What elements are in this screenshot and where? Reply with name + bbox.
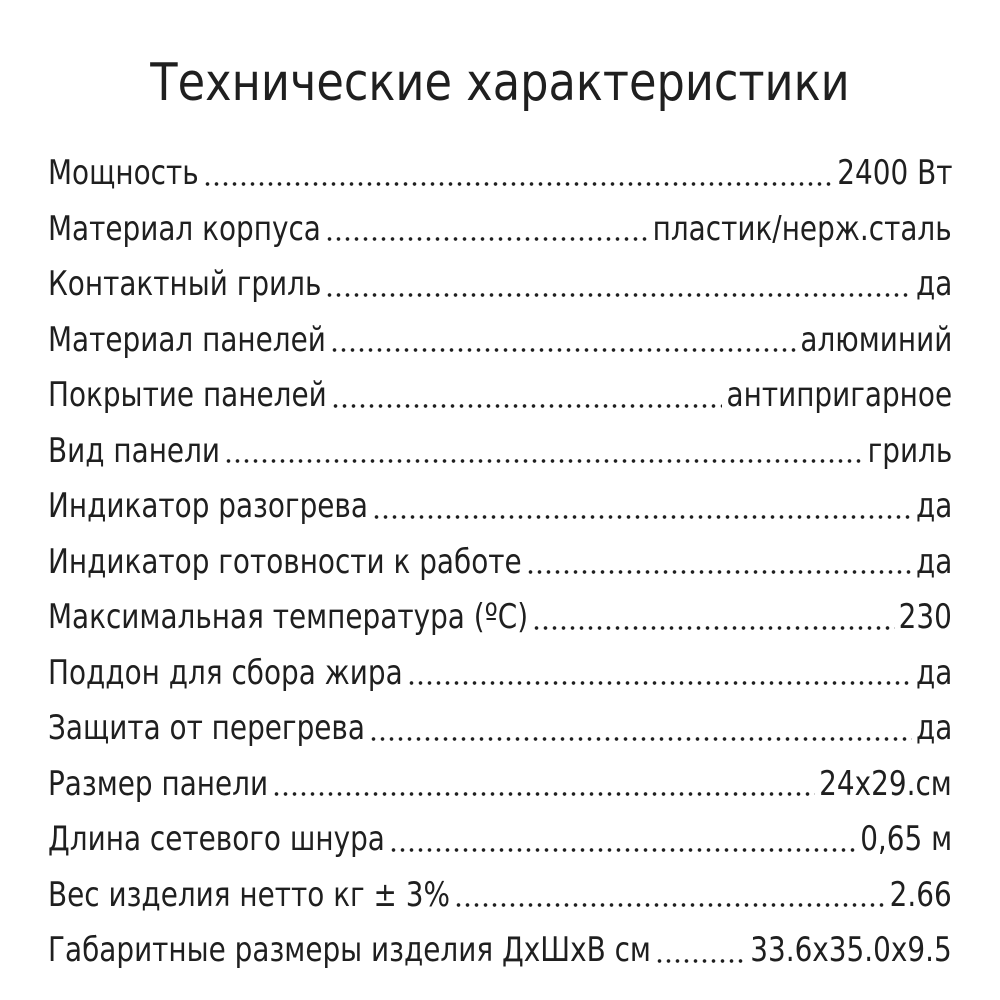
- spec-row: [48, 812, 952, 868]
- spec-label: Материал панелей: [48, 319, 326, 360]
- dot-leader: [655, 959, 747, 963]
- dot-leader: [454, 903, 886, 907]
- dot-leader: [224, 459, 863, 463]
- dot-leader: [325, 293, 911, 297]
- spec-value: пластик/нерж.сталь: [652, 208, 952, 249]
- spec-label: Индикатор готовности к работе: [48, 541, 522, 582]
- spec-label: Индикатор разогрева: [48, 486, 368, 526]
- spec-value: антипригарное: [726, 375, 952, 415]
- spec-label: Контактный гриль: [48, 264, 322, 304]
- spec-label: Материал корпуса: [48, 208, 321, 249]
- spec-value: да: [915, 264, 952, 304]
- spec-label: Габаритные размеры изделия ДхШхВ см: [48, 930, 651, 970]
- dot-leader: [325, 237, 649, 241]
- page-title: Технические характеристики: [150, 53, 850, 113]
- dot-leader: [407, 681, 912, 685]
- spec-row: [48, 479, 952, 535]
- spec-row: [48, 368, 952, 424]
- dot-leader: [331, 404, 723, 408]
- spec-value: 230: [898, 597, 952, 637]
- spec-label: Защита от перегрева: [48, 708, 365, 748]
- spec-value: 2400 Вт: [836, 153, 952, 193]
- spec-value: да: [915, 486, 952, 526]
- spec-row: [48, 646, 952, 702]
- spec-value: да: [915, 652, 952, 693]
- spec-row: [48, 757, 952, 813]
- dot-leader: [532, 626, 895, 630]
- dot-leader: [330, 348, 796, 352]
- spec-row: [48, 146, 952, 202]
- spec-row: [48, 257, 952, 313]
- spec-row: [48, 535, 952, 591]
- spec-label: Длина сетевого шнура: [48, 819, 385, 859]
- spec-row: [48, 701, 952, 757]
- dot-leader: [203, 182, 833, 186]
- spec-value: да: [915, 708, 952, 748]
- spec-label: Поддон для сбора жира: [48, 652, 403, 693]
- dot-leader: [372, 515, 912, 519]
- dot-leader: [272, 792, 815, 796]
- spec-value: 2.66: [889, 874, 952, 915]
- spec-label: Вид панели: [48, 430, 221, 471]
- spec-row: [48, 868, 952, 924]
- spec-value: 24x29.см: [819, 763, 952, 804]
- spec-row: [48, 313, 952, 369]
- spec-value: алюминий: [800, 319, 952, 360]
- dot-leader: [369, 737, 912, 741]
- spec-row: [48, 923, 952, 979]
- spec-label: Максимальная температура (ºС): [48, 597, 529, 637]
- spec-label: Мощность: [48, 153, 199, 193]
- spec-label: Размер панели: [48, 763, 269, 804]
- dot-leader: [389, 848, 856, 852]
- spec-value: 33.6x35.0x9.5: [750, 930, 952, 970]
- spec-value: 0,65 м: [860, 819, 952, 859]
- spec-row: [48, 590, 952, 646]
- spec-row: [48, 202, 952, 258]
- dot-leader: [526, 570, 912, 574]
- spec-row: [48, 424, 952, 480]
- spec-list: [48, 146, 952, 979]
- spec-label: Покрытие панелей: [48, 375, 327, 415]
- spec-value: да: [915, 541, 952, 582]
- spec-label: Вес изделия нетто кг ± 3%: [48, 874, 451, 915]
- spec-value: гриль: [867, 430, 952, 471]
